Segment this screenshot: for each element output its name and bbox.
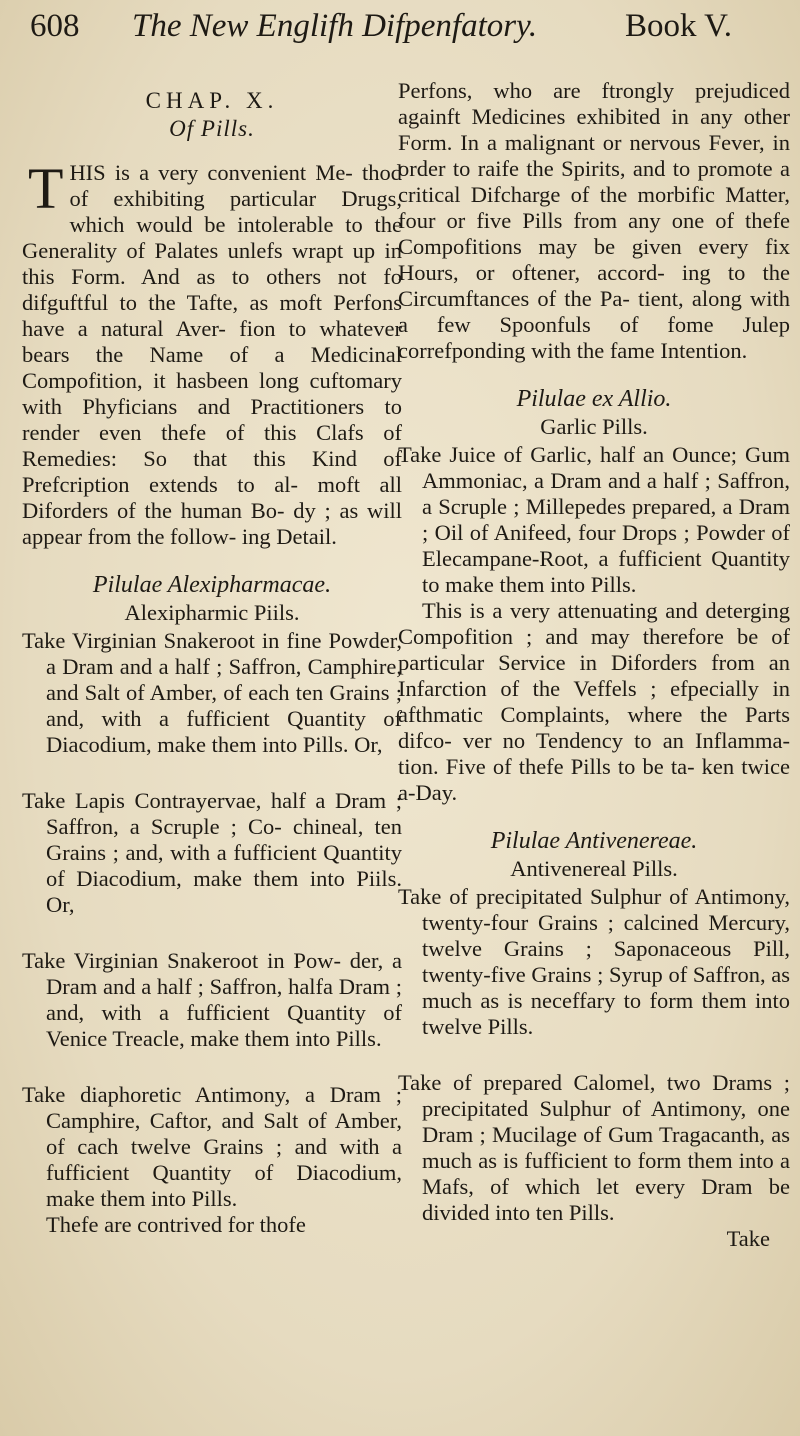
running-title: The New Englifh Difpenfatory.: [132, 8, 538, 44]
running-head: [0, 8, 800, 68]
section-heading-english: Alexipharmic Piils.: [124, 600, 300, 625]
intro-text: HIS is a very convenient Me- thod of exhibiting particular Drugs, which would be intolerable to the Generality of Palates unlefs wrapt up in this Form. And as to others not fo difguftful to the Tafte, as moft Perfons have a natural Aver- fion to whatever bears the Name of a Medicinal Compofition, it hasbeen long cuftomary with Phyficians and Practitioners to render even thefe of this Clafs of Remedies: So that this Kind of Prefcription extends to al- moft all Diforders of the human Bo- dy ; as will appear from the follow- ing Detail.: [22, 160, 402, 549]
book-label: Book V.: [625, 8, 732, 44]
chapter-subtitle: Of Pills.: [169, 116, 255, 141]
continuation-paragraph: Perfons, who are ftrongly prejudiced againft Medicines exhibited in any other Form. In a malignant or nervous Fever, in order to raife the Spirits, and to promote a critical Difcharge of the morbific Matter, four or five Pills from any one of thefe Compofitions may be given every fix Hours, or oftener, accord- ing to the Circumftances of the Pa- tient, along with a few Spoonfuls of fome Julep correfponding with the fame Intention.: [398, 78, 790, 363]
recipe-paragraph: Take of prepared Calomel, two Drams ; precipitated Sulphur of Antimony, one Dram ; Mucilage of Gum Tragacanth, as much as is fufficient to form them into a Mafs, of which let every Dram be divided into ten Pills.: [398, 1070, 790, 1225]
recipe-paragraph: Take Virginian Snakeroot in fine Powder, a Dram and a half ; Saffron, Camphire, and Salt of Amber, of each ten Grains ; and, with a fufficient Quantity of Diacodium, make them into Pills. Or,: [22, 628, 402, 757]
recipe-paragraph: Take of precipitated Sulphur of Antimony, twenty-four Grains ; calcined Mercury, twelve Grains ; Saponaceous Pill, twenty-five Grains ; Syrup of Saffron, as much as is neceffary to form them into twelve Pills.: [398, 884, 790, 1039]
intro-paragraph: [22, 156, 402, 550]
section-heading-english: Garlic Pills.: [540, 414, 648, 439]
section-heading-latin: Pilulae Alexipharmacae.: [92, 572, 332, 598]
chapter-heading: CHAP. X.: [145, 88, 279, 113]
recipe-paragraph: Take diaphoretic Antimony, a Dram ; Camphire, Caftor, and Salt of Amber, of cach twelve Grains ; and with a fufficient Quantity of Diacodium, make them into Pills.: [22, 1082, 402, 1211]
right-column: [398, 78, 790, 1252]
recipe-paragraph: Take Juice of Garlic, half an Ounce; Gum Ammoniac, a Dram and a half ; Saffron, a Scruple ; Millepedes prepared, a Dram ; Oil of Anifeed, four Drops ; Powder of Elecampane-Root, a fufficient Quantity to make them into Pills.: [398, 442, 790, 597]
left-column: [22, 78, 402, 1238]
section-heading-latin: Pilulae ex Allio.: [516, 386, 672, 412]
recipe-paragraph: Take Lapis Contrayervae, half a Dram ; Saffron, a Scruple ; Co- chineal, ten Grains ; and, with a fufficient Quantity of Diacodium, make them into Piils. Or,: [22, 788, 402, 917]
drop-cap: T: [28, 156, 64, 221]
recipe-paragraph: Take Virginian Snakeroot in Pow- der, a Dram and a half ; Saffron, halfa Dram ; and, with a fufficient Quantity of Venice Treacle, make them into Pills.: [22, 948, 402, 1051]
catchword: Take: [726, 1226, 770, 1251]
note-paragraph: This is a very attenuating and deterging Compofition ; and may therefore be of particular Service in Diforders from an Infarction of the Veffels ; efpecially in afthmatic Complaints, where the Parts difco- ver no Tendency to an Inflamma- tion. Five of thefe Pills to be ta- ken twice a-Day.: [398, 598, 790, 805]
closing-line: Thefe are contrived for thofe: [46, 1212, 306, 1237]
section-heading-english: Antivenereal Pills.: [510, 856, 678, 881]
page-number: 608: [30, 8, 80, 44]
section-heading-latin: Pilulae Antivenereae.: [490, 828, 698, 854]
